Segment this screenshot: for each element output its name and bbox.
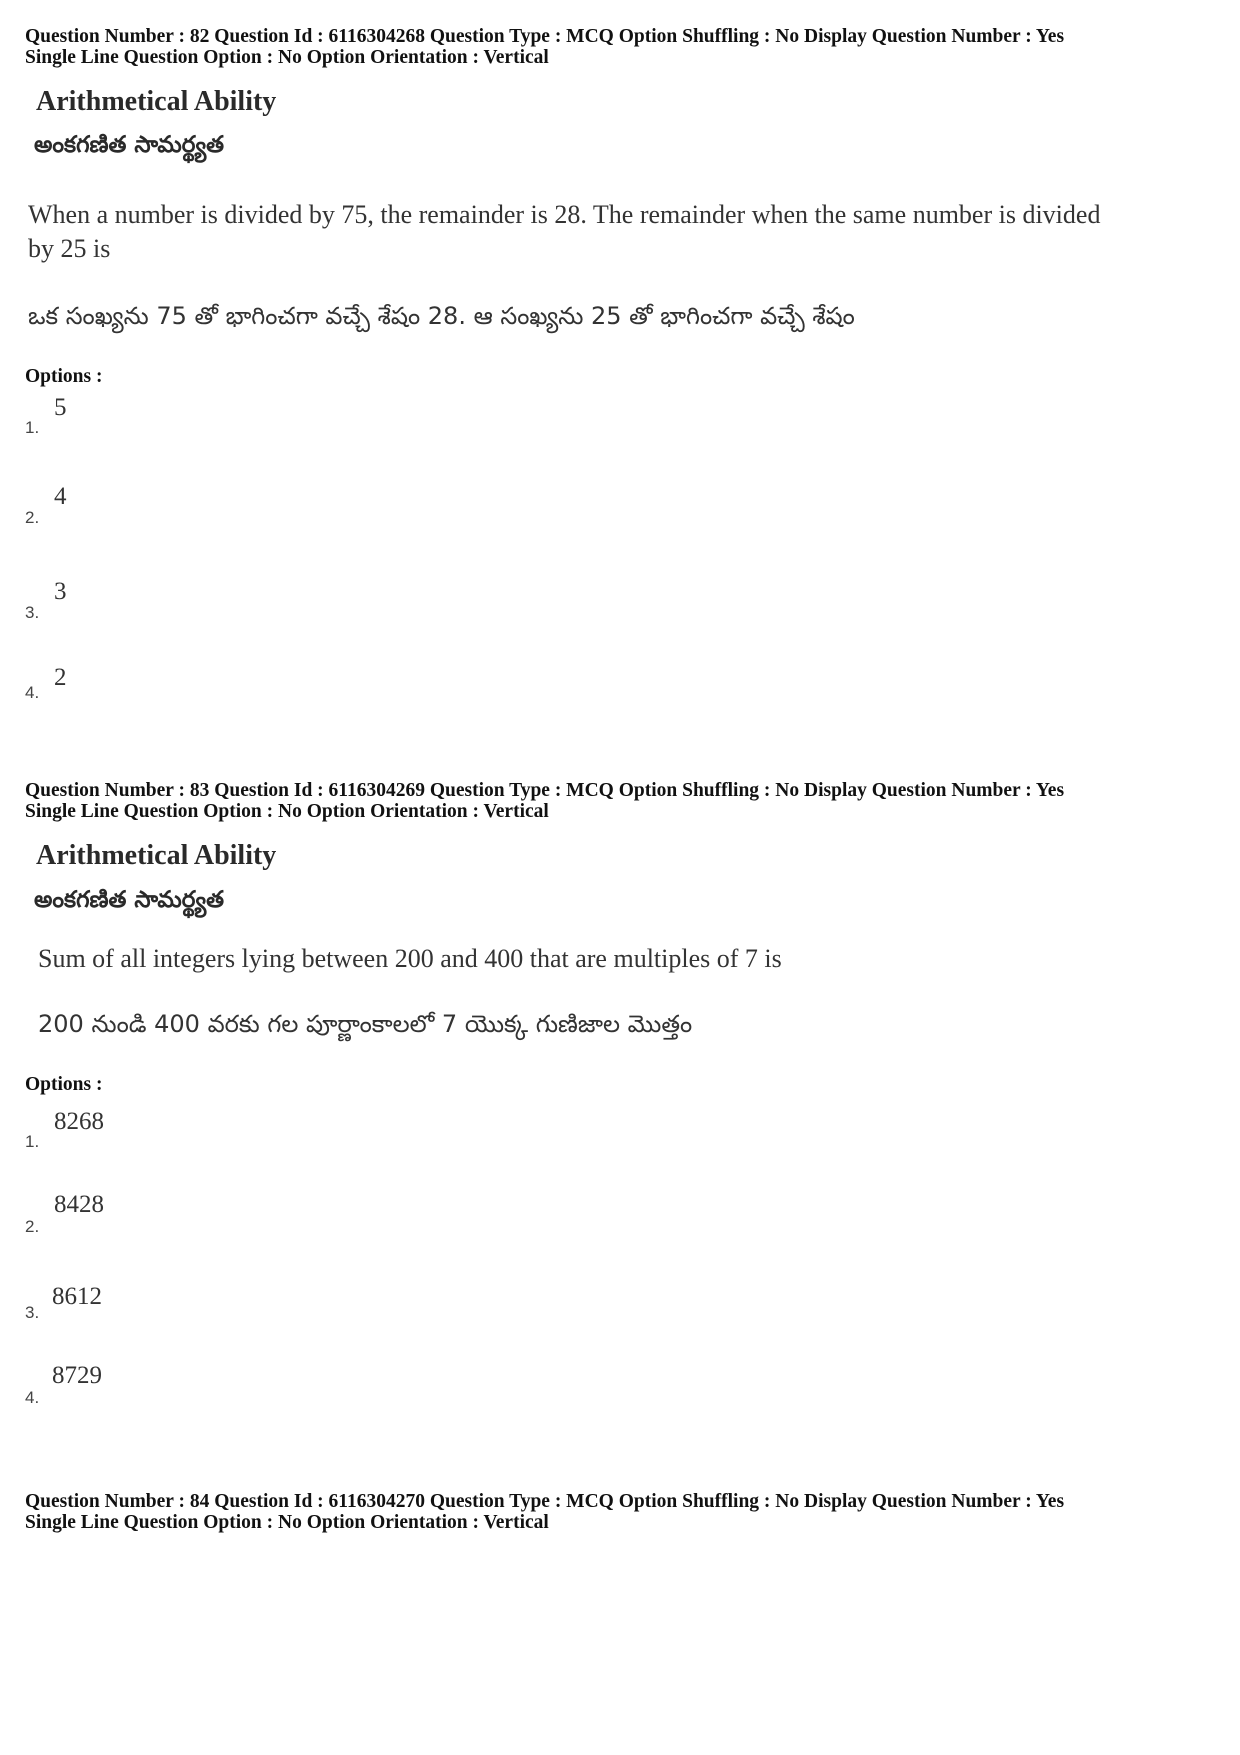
option-number: 2. <box>25 508 40 527</box>
question-text-telugu: ఒక సంఖ్యను 75 తో భాగించగా వచ్చే శేషం 28. ఆ సంఖ్యను 25 తో భాగించగా వచ్చే శేషం <box>28 302 855 330</box>
options-label: Options : <box>25 1074 103 1095</box>
option-value: 8729 <box>52 1362 102 1389</box>
option-value: 2 <box>54 664 67 691</box>
option-number: 4. <box>25 1388 40 1407</box>
subject-title-english: Arithmetical Ability <box>36 86 277 117</box>
option-value: 3 <box>54 578 67 605</box>
question-meta-line2: Single Line Question Option : No Option Orientation : Vertical <box>25 801 549 822</box>
question-meta-line2: Single Line Question Option : No Option Orientation : Vertical <box>25 1512 549 1533</box>
option-number: 4. <box>25 683 40 702</box>
option-number: 3. <box>25 1303 40 1322</box>
subject-title-english: Arithmetical Ability <box>36 840 277 871</box>
question-text-english: When a number is divided by 75, the remainder is 28. The remainder when the same number is divided by 25 is <box>28 200 1101 263</box>
option-value: 8428 <box>54 1191 104 1218</box>
options-label: Options : <box>25 366 103 387</box>
option-number: 1. <box>25 1132 40 1151</box>
subject-title-telugu: అంకగణిత సామర్థ్యత <box>34 887 225 913</box>
option-value: 5 <box>54 394 67 421</box>
option-value: 4 <box>54 483 67 510</box>
option-value: 8612 <box>52 1283 102 1310</box>
subject-title-telugu: అంకగణిత సామర్థ్యత <box>34 132 225 158</box>
question-meta-line1: Question Number : 82 Question Id : 6116304268 Question Type : MCQ Option Shuffling : No Display Question Number : Yes <box>25 26 1065 47</box>
question-meta-line1: Question Number : 84 Question Id : 6116304270 Question Type : MCQ Option Shuffling : No Display Question Number : Yes <box>25 1491 1065 1512</box>
option-number: 3. <box>25 603 40 622</box>
question-meta-line2: Single Line Question Option : No Option Orientation : Vertical <box>25 47 549 68</box>
question-meta-line1: Question Number : 83 Question Id : 6116304269 Question Type : MCQ Option Shuffling : No Display Question Number : Yes <box>25 780 1065 801</box>
question-text-telugu: 200 నుండి 400 వరకు గల పూర్ణాంకాలలో 7 యొక్క గుణిజాల మొత్తం <box>38 1010 693 1038</box>
question-text-english: Sum of all integers lying between 200 and 400 that are multiples of 7 is <box>38 944 782 973</box>
option-number: 1. <box>25 418 40 437</box>
option-number: 2. <box>25 1217 40 1236</box>
option-value: 8268 <box>54 1108 104 1135</box>
